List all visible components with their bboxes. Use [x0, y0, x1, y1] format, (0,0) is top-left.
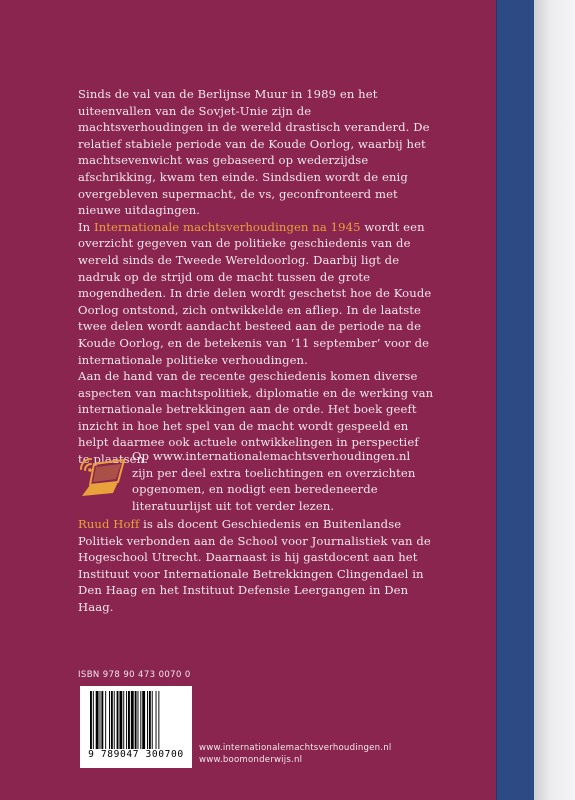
website-note: Op www.internationalemachtsverhoudingen.nl zijn per deel extra toelichtingen en overzichten opgenomen, en nodigt een beredeneerde literatuurlijst uit tot verder lezen. — [132, 449, 416, 513]
url-list — [199, 742, 391, 766]
book-spine — [496, 0, 535, 800]
author-bio-text: is als docent Geschiedenis en Buitenlandse Politiek verbonden aan de School voor Journalistiek van de Hogeschool Utrecht. Daarnaast is hij gastdocent aan het Instituut voor Internationale Betrekkingen Clingendael in Den Haag en het Instituut Defensie Leergangen in Den Haag. — [78, 517, 431, 614]
blurb-paragraph-1: Sinds de val van de Berlijnse Muur in 1989 en het uiteenvallen van de Sovjet-Unie zijn de machtsverhoudingen in de wereld drastisch veranderd. De relatief stabiele periode van de Koude Oorlog, waarbij het machtsevenwicht was gebaseerd op wederzijdse afschrikking, kwam ten einde. Sindsdien wordt de enig overgebleven supermacht, de vs, geconfronteerd met nieuwe uitdagingen. — [78, 87, 430, 218]
blurb-paragraph-3: Aan de hand van de recente geschiedenis komen diverse aspecten van machtspolitiek, diplomatie en de werking van internationale betrekkingen aan de orde. Het boek geeft inzicht in hoe het spel van de macht wordt gespeeld en helpt daarmee ook actuele ontwikkelingen in perspectief te plaatsen. — [78, 369, 434, 467]
author-name: Ruud Hoff — [78, 517, 140, 531]
isbn-label: ISBN 978 90 473 0070 0 — [78, 670, 191, 680]
blurb-p2-rest: wordt een overzicht gegeven van de politieke geschiedenis van de wereld sinds de Tweede Wereldoorlog. Daarbij ligt de nadruk op de strijd om de macht tussen de grote mogendheden. In drie delen wordt geschetst hoe de Koude Oorlog ontstond, zich ontwikkelde en afliep. In de laatste twee delen wordt aandacht besteed aan de periode na de Koude Oorlog, en de betekenis van ‘11 september’ voor de internationale politieke verhoudingen. — [78, 219, 432, 367]
main-blurb — [78, 86, 434, 468]
url-site-2[interactable]: www.boomonderwijs.nl — [199, 755, 303, 765]
blurb-paragraph-2 — [78, 219, 434, 368]
barcode-bars — [90, 691, 182, 749]
laptop-wifi-icon — [78, 456, 128, 498]
blurb-p2-prefix: In — [78, 219, 95, 234]
url-site-1[interactable]: www.internationalemachtsverhoudingen.nl — [199, 743, 392, 753]
barcode — [80, 686, 192, 768]
barcode-digits: 9 789047 300700 — [88, 749, 184, 760]
author-bio — [78, 516, 438, 616]
page-edge — [534, 0, 575, 800]
book-title: Internationale machtsverhoudingen na 1945 — [94, 219, 361, 234]
